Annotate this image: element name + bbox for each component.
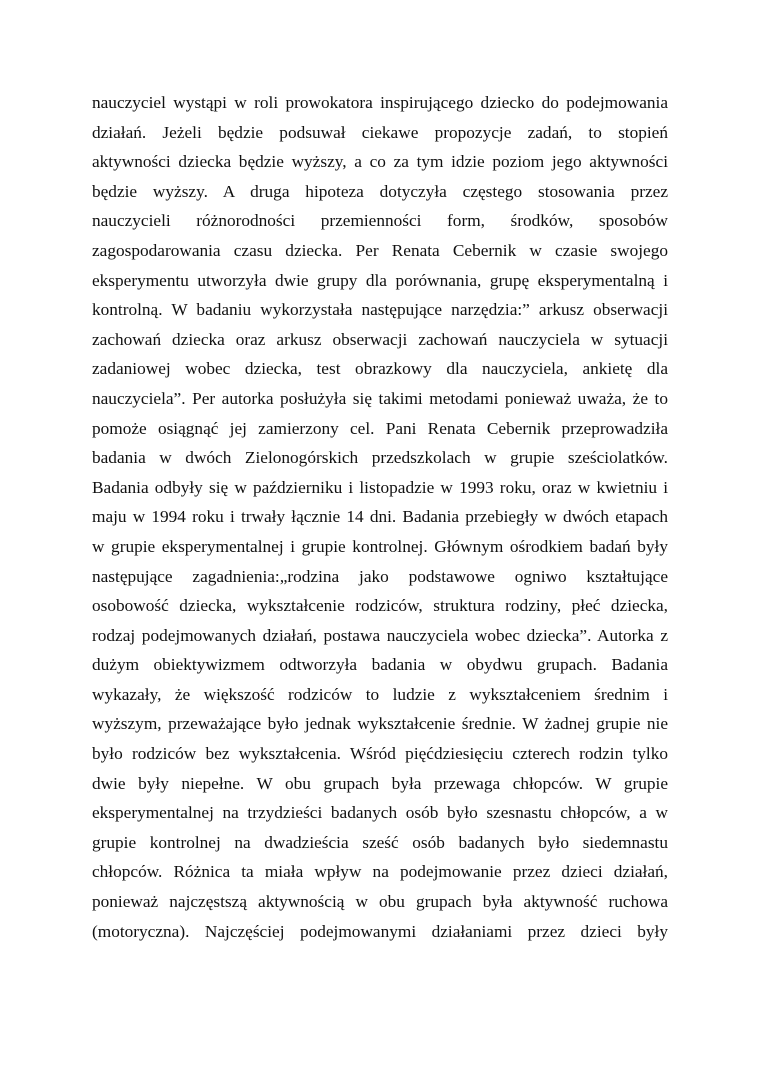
text-line-4: będzie wyższy. A druga hipoteza dotyczyła częstego stosowania przez	[92, 181, 668, 201]
text-line-2: działań. Jeżeli będzie podsuwał ciekawe propozycje zadań, to stopień	[92, 122, 668, 142]
text-line-21: wykazały, że większość rodziców to ludzie z wykształceniem średnim i	[92, 684, 668, 704]
text-line-8: kontrolną. W badaniu wykorzystała następujące narzędzia:” arkusz obserwacji	[92, 300, 668, 320]
text-line-16: w grupie eksperymentalnej i grupie kontrolnej. Głównym ośrodkiem badań były	[92, 536, 668, 556]
text-line-13: badania w dwóch Zielonogórskich przedszkolach w grupie sześciolatków.	[92, 448, 668, 468]
text-line-10: zadaniowej wobec dziecka, test obrazkowy dla nauczyciela, ankietę dla	[92, 359, 668, 379]
text-line-14: Badania odbyły się w październiku i listopadzie w 1993 roku, oraz w kwietniu i	[92, 477, 668, 497]
text-line-17: następujące zagadnienia:„rodzina jako podstawowe ogniwo kształtujące	[92, 566, 668, 586]
text-line-23: było rodziców bez wykształcenia. Wśród pięćdziesięciu czterech rodzin tylko	[92, 744, 668, 764]
text-line-28: ponieważ najczęstszą aktywnością w obu grupach była aktywność ruchowa	[92, 892, 668, 912]
text-line-19: rodzaj podejmowanych działań, postawa nauczyciela wobec dziecka”. Autorka z	[92, 625, 668, 645]
text-line-26: grupie kontrolnej na dwadzieścia sześć osób badanych było siedemnastu	[92, 832, 668, 852]
text-line-27: chłopców. Różnica ta miała wpływ na podejmowanie przez dzieci działań,	[92, 862, 668, 882]
text-line-1: nauczyciel wystąpi w roli prowokatora inspirującego dziecko do podejmowania	[92, 93, 668, 112]
text-line-25: eksperymentalnej na trzydzieści badanych osób było szesnastu chłopców, a w	[92, 803, 668, 823]
text-line-9: zachowań dziecka oraz arkusz obserwacji zachowań nauczyciela w sytuacji	[92, 329, 668, 349]
text-line-3: aktywności dziecka będzie wyższy, a co za tym idzie poziom jego aktywności	[92, 152, 668, 172]
text-line-5: nauczycieli różnorodności przemienności form, środków, sposobów	[92, 211, 668, 231]
text-line-6: zagospodarowania czasu dziecka. Per Renata Cebernik w czasie swojego	[92, 240, 668, 260]
text-line-18: osobowość dziecka, wykształcenie rodziców, struktura rodziny, płeć dziecka,	[92, 596, 668, 616]
body-text	[92, 88, 668, 946]
text-line-29: (motoryczna). Najczęściej podejmowanymi działaniami przez dzieci były	[92, 921, 668, 941]
text-line-20: dużym obiektywizmem odtworzyła badania w obydwu grupach. Badania	[92, 655, 668, 675]
text-line-7: eksperymentu utworzyła dwie grupy dla porównania, grupę eksperymentalną i	[92, 270, 668, 290]
text-line-24: dwie były niepełne. W obu grupach była przewaga chłopców. W grupie	[92, 773, 668, 793]
text-line-22: wyższym, przeważające było jednak wykształcenie średnie. W żadnej grupie nie	[92, 714, 668, 734]
text-line-12: pomoże osiągnąć jej zamierzony cel. Pani Renata Cebernik przeprowadziła	[92, 418, 668, 438]
text-line-11: nauczyciela”. Per autorka posłużyła się takimi metodami ponieważ uważa, że to	[92, 388, 668, 408]
text-line-15: maju w 1994 roku i trwały łącznie 14 dni. Badania przebiegły w dwóch etapach	[92, 507, 668, 527]
